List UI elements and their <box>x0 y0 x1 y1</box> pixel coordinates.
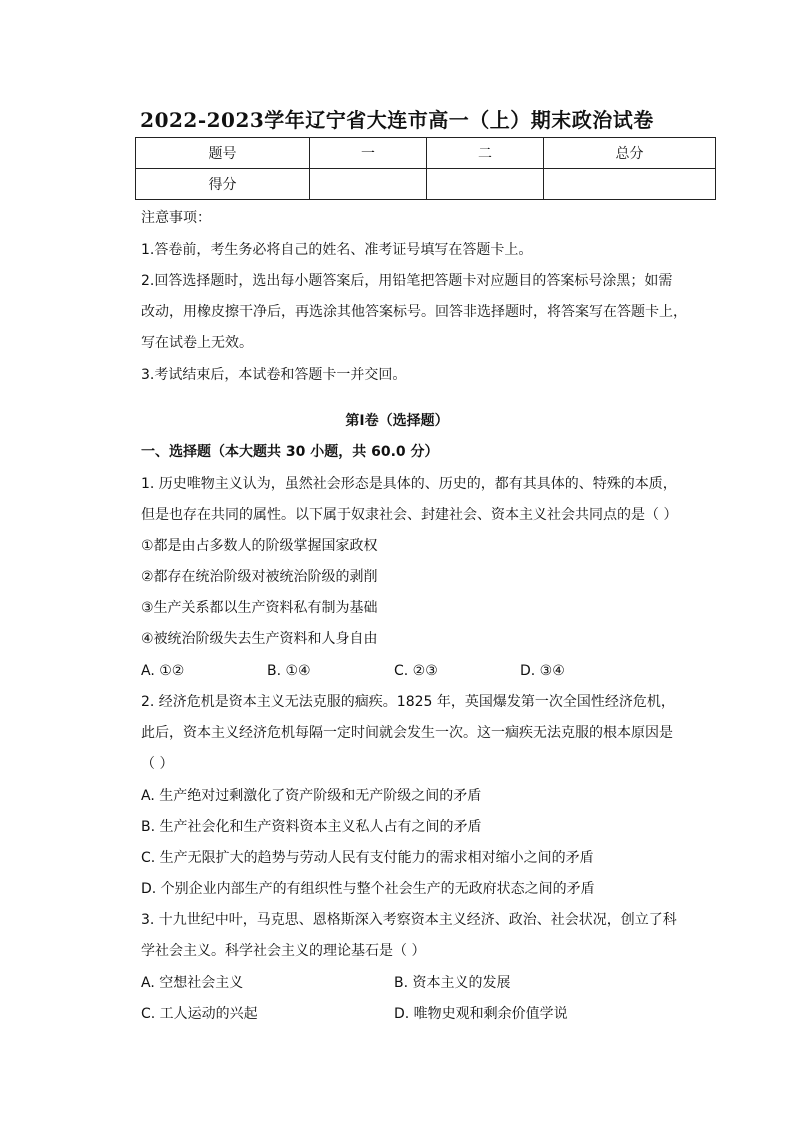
score-header-cell: 总分 <box>544 138 716 169</box>
section-title: 第I卷（选择题） <box>345 413 449 429</box>
score-row-label: 得分 <box>136 169 310 200</box>
question-1-statement: ④被统治阶级失去生产资料和人身自由 <box>141 631 378 647</box>
question-1-option-d: D. ③④ <box>520 663 565 679</box>
exam-title: 2022-2023学年辽宁省大连市高一（上）期末政治试卷 <box>140 108 654 132</box>
question-1-statement: ③生产关系都以生产资料私有制为基础 <box>141 600 378 616</box>
question-1-option-a: A. ①② <box>141 663 185 679</box>
notice-item: 写在试卷上无效。 <box>141 335 253 351</box>
question-3-option-b: B. 资本主义的发展 <box>394 975 511 991</box>
question-1-option-c: C. ②③ <box>394 663 438 679</box>
score-header-cell: 题号 <box>136 138 310 169</box>
score-table-header-row <box>136 138 716 169</box>
question-3-option-c: C. 工人运动的兴起 <box>141 1006 258 1022</box>
score-header-cell: 一 <box>310 138 427 169</box>
question-3-text: 3. 十九世纪中叶，马克思、恩格斯深入考察资本主义经济、政治、社会状况，创立了科 <box>141 912 677 928</box>
question-2-option-a: A. 生产绝对过剩激化了资产阶级和无产阶级之间的矛盾 <box>141 788 482 804</box>
notice-item: 改动，用橡皮擦干净后，再选涂其他答案标号。回答非选择题时，将答案写在答题卡上， <box>141 304 687 320</box>
question-1-text: 但是也存在共同的属性。以下属于奴隶社会、封建社会、资本主义社会共同点的是（ ） <box>141 507 678 523</box>
question-1-text: 1. 历史唯物主义认为，虽然社会形态是具体的、历史的，都有其具体的、特殊的本质， <box>141 476 677 492</box>
question-2-text: （ ） <box>141 756 174 772</box>
question-1-statement: ②都存在统治阶级对被统治阶级的剥削 <box>141 569 378 585</box>
question-3-option-d: D. 唯物史观和剩余价值学说 <box>394 1006 568 1022</box>
question-2-option-c: C. 生产无限扩大的趋势与劳动人民有支付能力的需求相对缩小之间的矛盾 <box>141 850 594 866</box>
question-2-option-d: D. 个别企业内部生产的有组织性与整个社会生产的无政府状态之间的矛盾 <box>141 881 595 897</box>
score-header-cell: 二 <box>427 138 544 169</box>
notice-heading: 注意事项： <box>141 210 211 226</box>
score-cell-empty <box>310 169 427 200</box>
part-heading: 一、选择题（本大题共 30 小题，共 60.0 分） <box>141 444 439 460</box>
score-table-score-row <box>136 169 716 200</box>
score-table <box>135 137 716 200</box>
notice-item: 3.考试结束后，本试卷和答题卡一并交回。 <box>141 367 407 383</box>
question-2-option-b: B. 生产社会化和生产资料资本主义私人占有之间的矛盾 <box>141 819 482 835</box>
question-2-text: 此后，资本主义经济危机每隔一定时间就会发生一次。这一痼疾无法克服的根本原因是 <box>141 725 673 741</box>
question-2-text: 2. 经济危机是资本主义无法克服的痼疾。1825 年，英国爆发第一次全国性经济危机， <box>141 694 675 710</box>
score-cell-empty <box>427 169 544 200</box>
notice-item: 1.答卷前，考生务必将自己的姓名、准考证号填写在答题卡上。 <box>141 242 533 258</box>
question-1-option-b: B. ①④ <box>267 663 311 679</box>
question-1-statement: ①都是由占多数人的阶级掌握国家政权 <box>141 538 378 554</box>
question-3-option-a: A. 空想社会主义 <box>141 975 244 991</box>
question-3-text: 学社会主义。科学社会主义的理论基石是（ ） <box>141 943 426 959</box>
notice-item: 2.回答选择题时，选出每小题答案后，用铅笔把答题卡对应题目的答案标号涂黑；如需 <box>141 273 673 289</box>
score-cell-empty <box>544 169 716 200</box>
